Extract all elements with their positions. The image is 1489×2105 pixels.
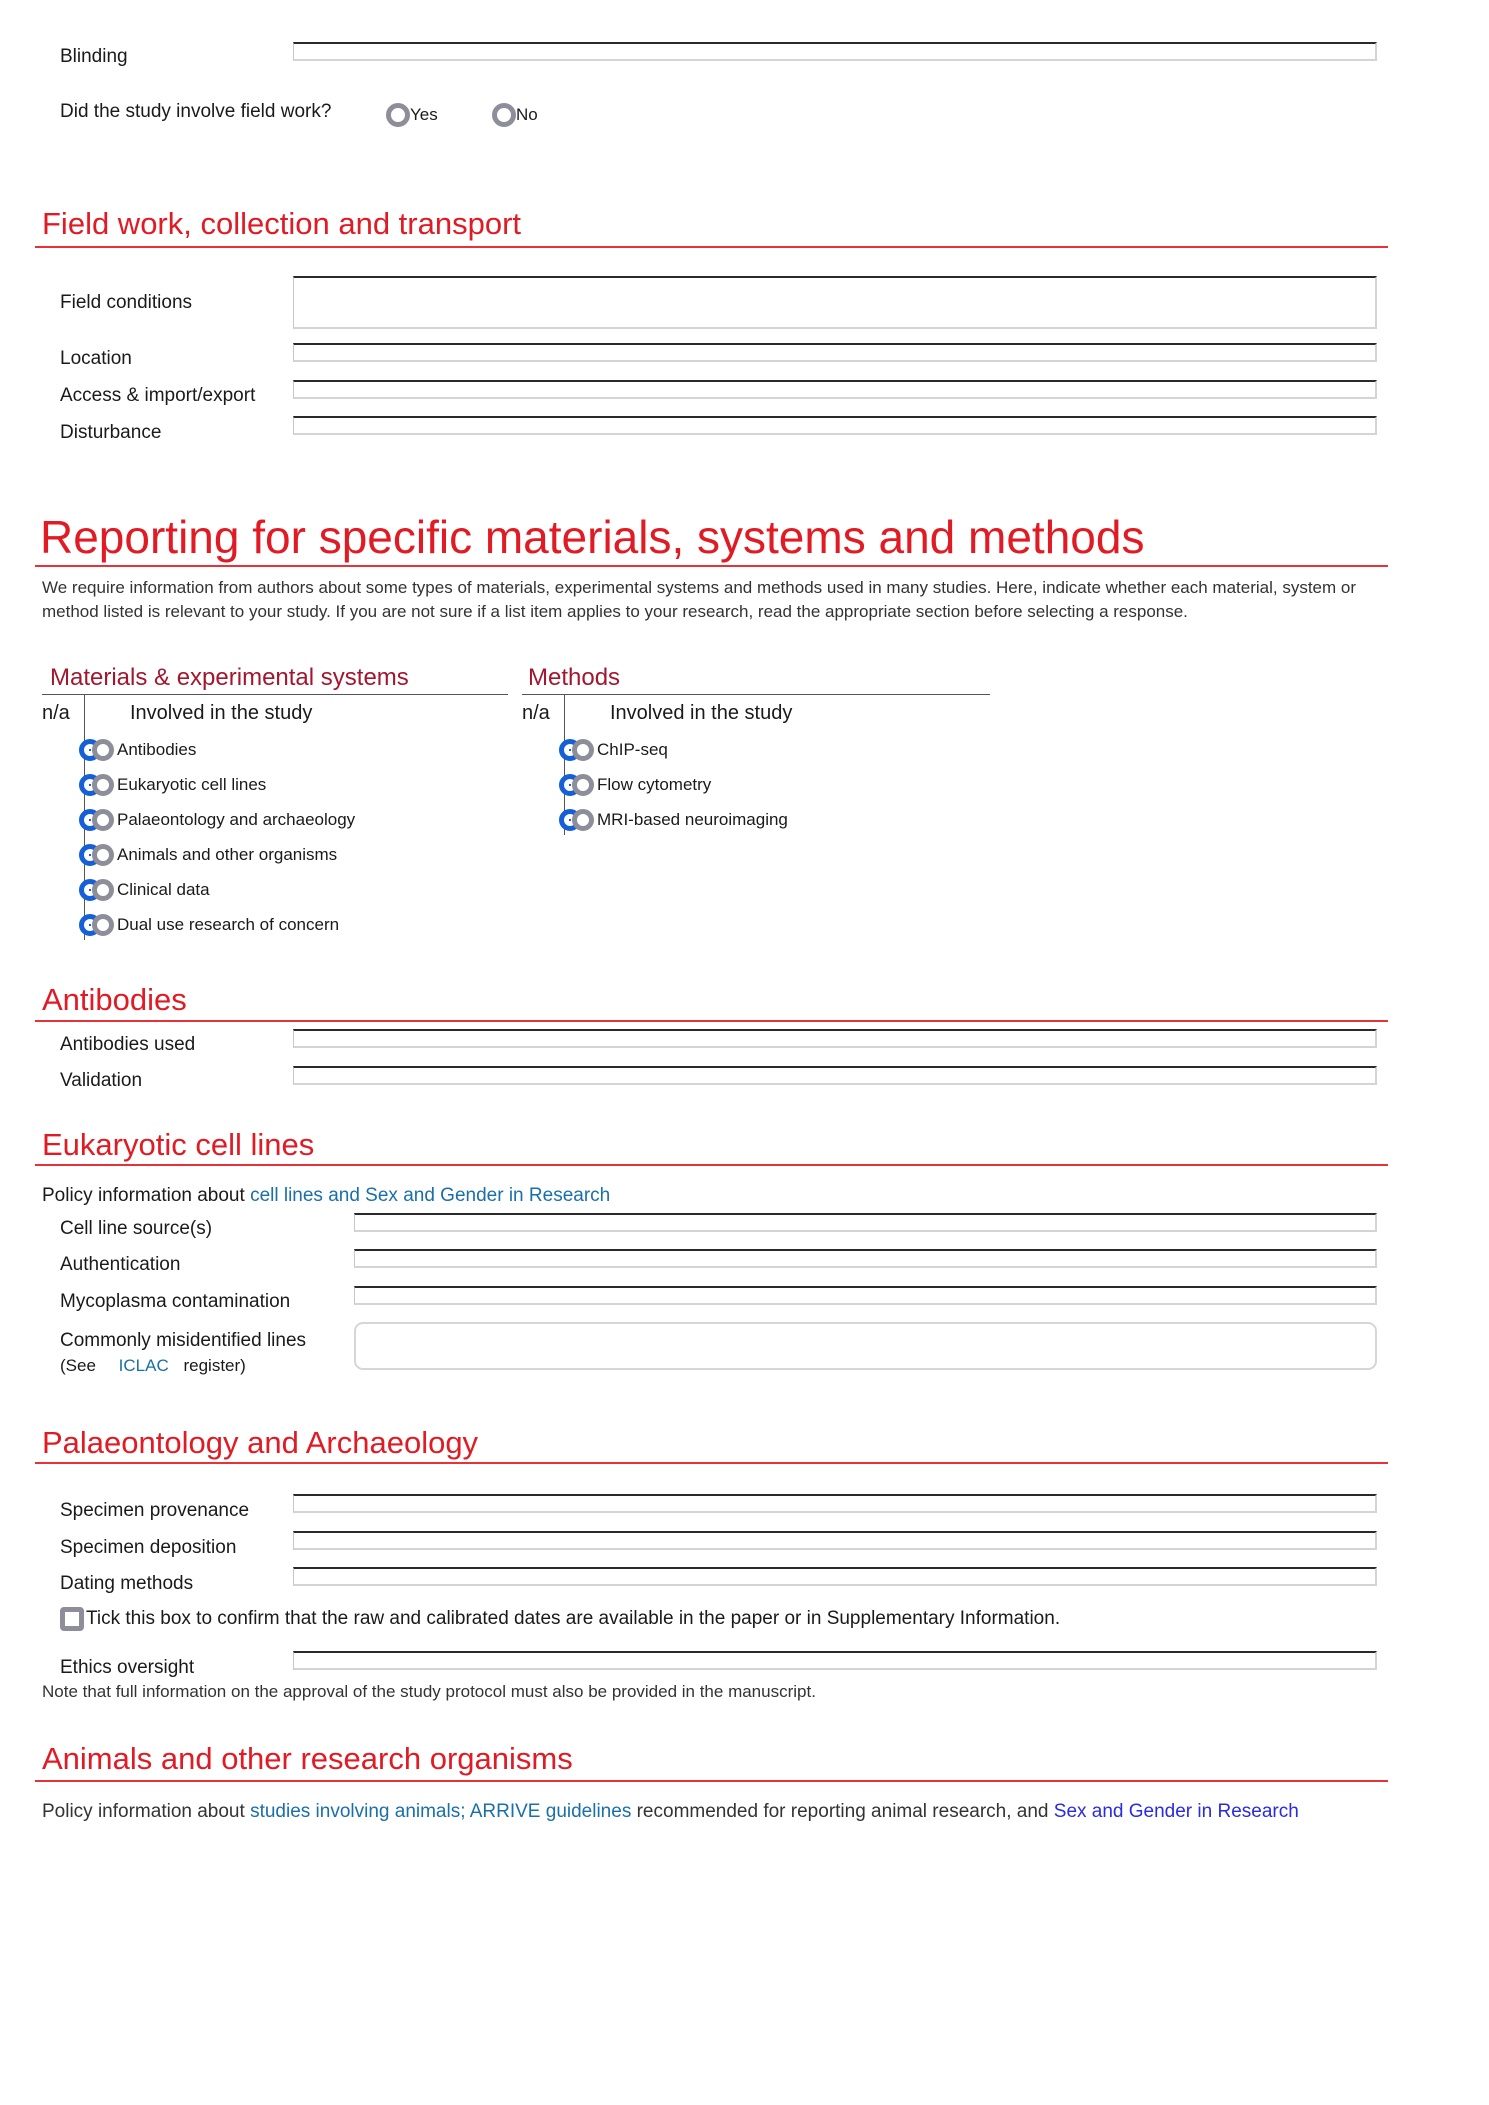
materials-col-na: n/a (42, 702, 70, 724)
involved-radio-icon[interactable] (92, 844, 114, 866)
disturbance-input[interactable] (293, 416, 1377, 435)
antibodies-used-label: Antibodies used (60, 1034, 196, 1055)
raw-dates-confirm[interactable] (60, 1607, 1060, 1631)
misidentified-input[interactable] (354, 1322, 1377, 1370)
materials-item-dual-use (79, 913, 339, 937)
item-label: Clinical data (117, 880, 210, 899)
disturbance-label: Disturbance (60, 422, 162, 443)
cell-line-source-input[interactable] (354, 1213, 1377, 1232)
specimen-provenance-label: Specimen provenance (60, 1500, 250, 1521)
materials-item-antibodies (79, 738, 196, 762)
antibodies-used-input[interactable] (293, 1029, 1377, 1048)
materials-item-animals (79, 843, 337, 867)
materials-item-eukaryotic-cell-lines (79, 773, 266, 797)
specimen-provenance-input[interactable] (293, 1494, 1377, 1513)
validation-input[interactable] (293, 1066, 1377, 1085)
materials-col-involved: Involved in the study (130, 702, 313, 724)
section-divider (35, 1164, 1388, 1166)
methods-item-flow-cytometry (559, 773, 711, 797)
field-conditions-label: Field conditions (60, 292, 193, 313)
checkbox-label: Tick this box to confirm that the raw and calibrated dates are available in the paper or in Supplementary Information. (86, 1608, 1061, 1629)
radio-yes-icon[interactable] (386, 103, 410, 127)
animals-policy (42, 1801, 1299, 1823)
cell-lines-policy (42, 1185, 610, 1207)
mycoplasma-input[interactable] (354, 1286, 1377, 1305)
materials-title: Materials & experimental systems (50, 664, 409, 691)
radio-no-icon[interactable] (492, 103, 516, 127)
item-label: Flow cytometry (597, 775, 712, 794)
location-input[interactable] (293, 343, 1377, 362)
item-label: ChIP-seq (597, 740, 668, 759)
authentication-input[interactable] (354, 1249, 1377, 1268)
misidentified-label: Commonly misidentified lines (60, 1330, 307, 1351)
cell-line-source-label: Cell line source(s) (60, 1218, 213, 1239)
methods-col-involved: Involved in the study (610, 702, 793, 724)
blinding-label: Blinding (60, 46, 128, 67)
cell-lines-policy-link[interactable]: cell lines and Sex and Gender in Research (250, 1185, 611, 1206)
methods-item-mri (559, 808, 788, 832)
reporting-section-title: Reporting for specific materials, systems and methods (40, 511, 1145, 563)
checkbox-icon[interactable] (60, 1607, 84, 1631)
iclac-link[interactable]: ICLAC (118, 1356, 169, 1375)
field-work-yes-label: Yes (410, 105, 438, 124)
section-divider (35, 246, 1388, 248)
animals-section-title: Animals and other research organisms (42, 1741, 573, 1776)
policy-prefix: Policy information about (42, 1185, 251, 1206)
item-label: Antibodies (117, 740, 197, 759)
section-divider (35, 1020, 1388, 1022)
section-divider (35, 1780, 1388, 1782)
field-conditions-input[interactable] (293, 276, 1377, 329)
reporting-description: We require information from authors about some types of materials, experimental systems and methods used in many studies. Here, indicate whether each material, system or method listed is relevant to your study. If you are not sure if a list item applies to your research, read the appropriate section before selecting a response. (42, 578, 1357, 621)
blinding-input[interactable] (293, 42, 1377, 61)
involved-radio-icon[interactable] (92, 774, 114, 796)
field-work-no-label: No (516, 105, 538, 124)
note-prefix: (See (60, 1356, 96, 1375)
field-work-section-title: Field work, collection and transport (42, 206, 522, 241)
iclac-note (60, 1356, 246, 1376)
specimen-deposition-input[interactable] (293, 1531, 1377, 1550)
materials-item-palaeontology (79, 808, 355, 832)
policy-prefix: Policy information about (42, 1801, 251, 1822)
item-label: Eukaryotic cell lines (117, 775, 267, 794)
mycoplasma-label: Mycoplasma contamination (60, 1291, 291, 1312)
methods-title: Methods (528, 664, 621, 691)
field-work-question: Did the study involve field work? (60, 101, 332, 122)
section-divider (35, 565, 1388, 567)
antibodies-section-title: Antibodies (42, 982, 187, 1017)
note-suffix: register) (183, 1356, 246, 1375)
dating-methods-label: Dating methods (60, 1573, 194, 1594)
methods-divider (522, 694, 990, 695)
involved-radio-icon[interactable] (572, 739, 594, 761)
validation-label: Validation (60, 1070, 143, 1091)
cell-lines-section-title: Eukaryotic cell lines (42, 1127, 315, 1162)
involved-radio-icon[interactable] (92, 739, 114, 761)
field-work-yes-option[interactable] (386, 103, 438, 127)
item-label: Dual use research of concern (117, 915, 340, 934)
ethics-note: Note that full information on the approval of the study protocol must also be provided in the manuscript. (42, 1682, 816, 1701)
access-import-export-input[interactable] (293, 380, 1377, 399)
dating-methods-input[interactable] (293, 1567, 1377, 1586)
ethics-oversight-label: Ethics oversight (60, 1657, 195, 1678)
sex-gender-link[interactable]: Sex and Gender in Research (1053, 1801, 1299, 1822)
access-import-export-label: Access & import/export (60, 385, 256, 406)
involved-radio-icon[interactable] (92, 879, 114, 901)
policy-middle: recommended for reporting animal research, and (631, 1801, 1054, 1822)
arrive-guidelines-link[interactable]: studies involving animals; ARRIVE guidelines (250, 1801, 632, 1822)
field-work-no-option[interactable] (492, 103, 538, 127)
involved-radio-icon[interactable] (92, 809, 114, 831)
methods-item-chip-seq (559, 738, 668, 762)
specimen-deposition-label: Specimen deposition (60, 1537, 237, 1558)
materials-divider (42, 694, 508, 695)
involved-radio-icon[interactable] (572, 774, 594, 796)
item-label: Palaeontology and archaeology (117, 810, 356, 829)
involved-radio-icon[interactable] (92, 914, 114, 936)
ethics-oversight-input[interactable] (293, 1651, 1377, 1670)
location-label: Location (60, 348, 132, 369)
involved-radio-icon[interactable] (572, 809, 594, 831)
authentication-label: Authentication (60, 1254, 181, 1275)
methods-col-na: n/a (522, 702, 550, 724)
item-label: Animals and other organisms (117, 845, 338, 864)
item-label: MRI-based neuroimaging (597, 810, 788, 829)
materials-item-clinical-data (79, 878, 210, 902)
section-divider (35, 1462, 1388, 1464)
palaeontology-section-title: Palaeontology and Archaeology (42, 1425, 479, 1460)
